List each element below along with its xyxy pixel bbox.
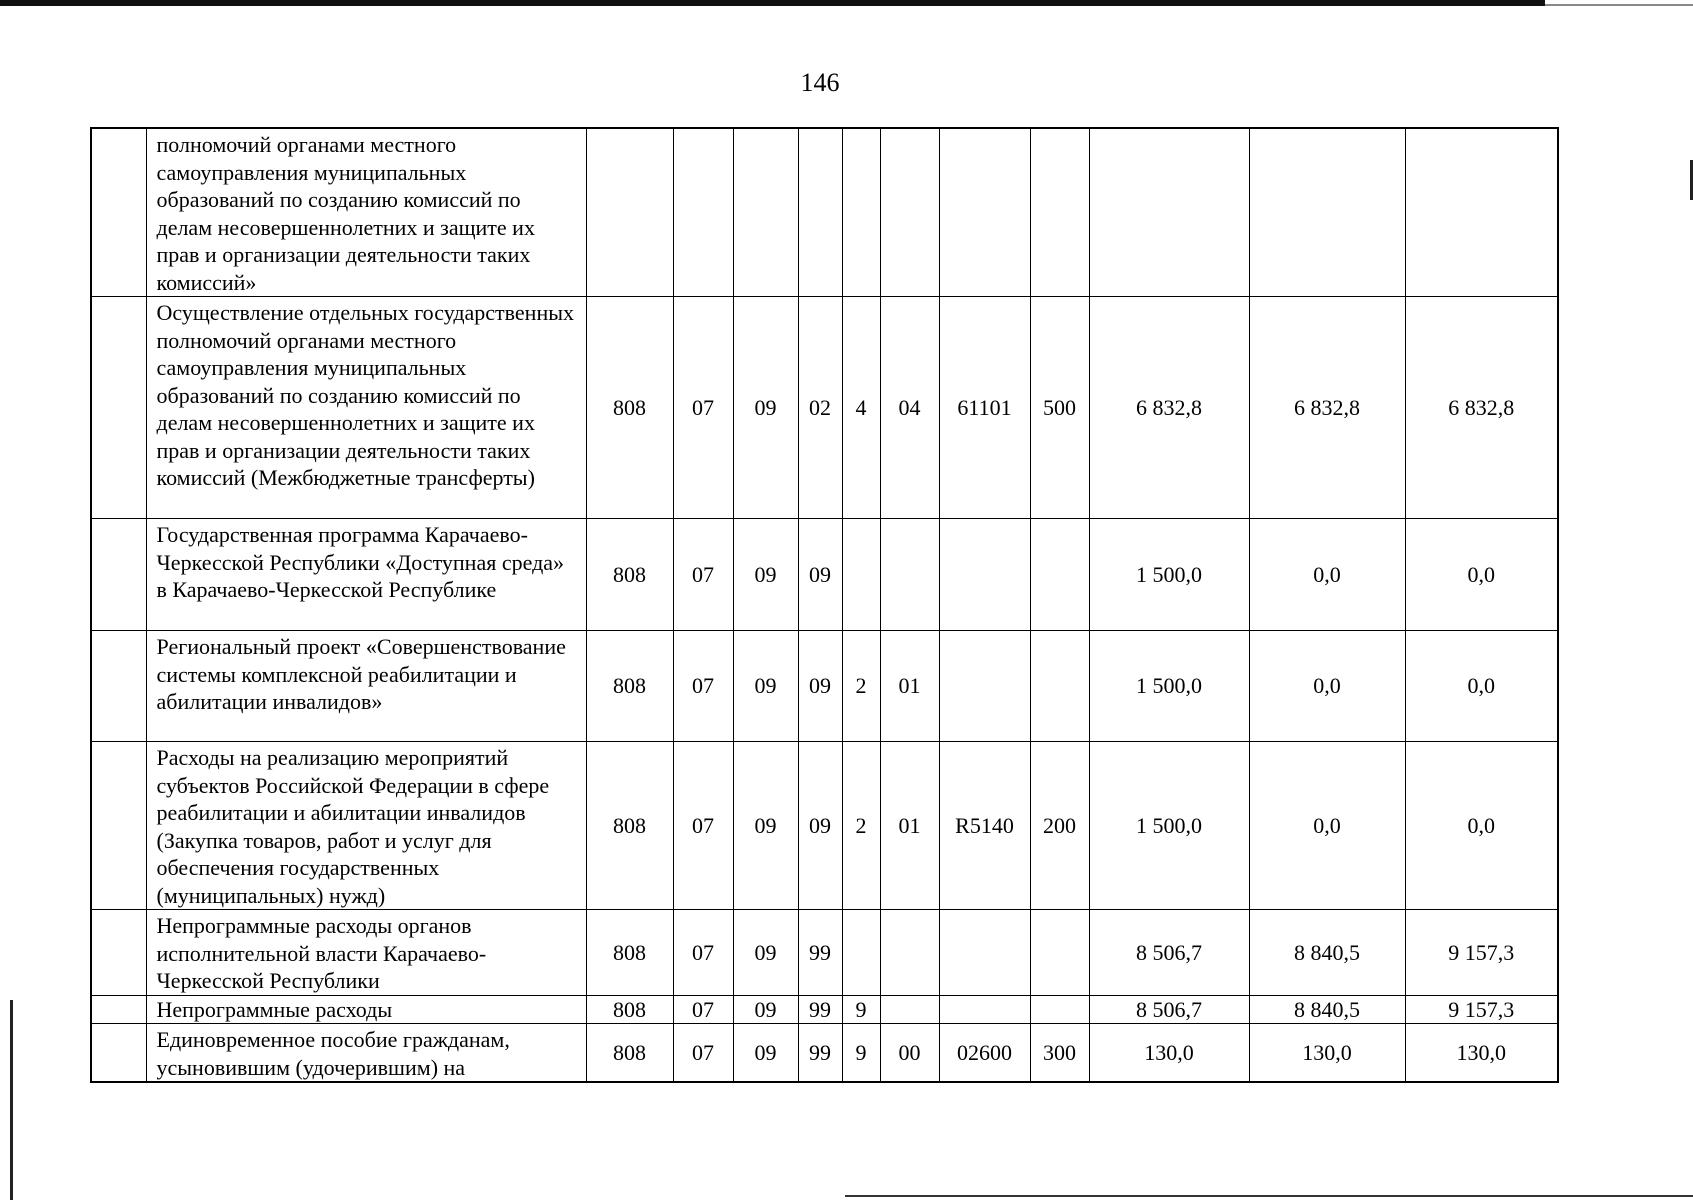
amount-year-3: 0,0 [1405, 519, 1558, 631]
amount-year-1: 1 500,0 [1089, 519, 1249, 631]
expense-type-code [1030, 128, 1089, 297]
table-row [91, 128, 1558, 297]
row-number-cell [91, 631, 146, 742]
row-number-cell [91, 910, 146, 996]
amount-year-2: 0,0 [1249, 631, 1405, 742]
subsection-code: 09 [733, 297, 798, 519]
target-direction-code [939, 910, 1030, 996]
amount-year-2 [1249, 128, 1405, 297]
table-row [91, 995, 1558, 1024]
expense-name: Единовременное пособие гражданам, усыновившим (удочерившим) на [146, 1024, 586, 1083]
target-subprogram-code [842, 128, 880, 297]
row-number-cell [91, 519, 146, 631]
row-number-cell [91, 297, 146, 519]
amount-year-1: 1 500,0 [1089, 631, 1249, 742]
amount-year-3: 9 157,3 [1405, 910, 1558, 996]
target-program-code: 09 [798, 519, 842, 631]
table-row [91, 297, 1558, 519]
amount-year-1 [1089, 128, 1249, 297]
target-event-code [880, 910, 939, 996]
scan-edge-bottom [845, 1195, 1693, 1197]
expense-name: Региональный проект «Совершенствование системы комплексной реабилитации и абилитации инвалидов» [146, 631, 586, 742]
expense-name: Государственная программа Карачаево-Черкесской Республики «Доступная среда» в Карачаево-Черкесской Республике [146, 519, 586, 631]
target-direction-code [939, 128, 1030, 297]
section-code: 07 [673, 1024, 733, 1083]
target-subprogram-code: 4 [842, 297, 880, 519]
glav-code: 808 [586, 910, 673, 996]
section-code [673, 128, 733, 297]
row-number-cell [91, 1024, 146, 1083]
expense-name: Непрограммные расходы органов исполнительной власти Карачаево-Черкесской Республики [146, 910, 586, 996]
target-direction-code: 61101 [939, 297, 1030, 519]
glav-code: 808 [586, 742, 673, 910]
amount-year-3: 0,0 [1405, 631, 1558, 742]
amount-year-3 [1405, 128, 1558, 297]
amount-year-2: 0,0 [1249, 742, 1405, 910]
target-subprogram-code: 2 [842, 742, 880, 910]
section-code: 07 [673, 519, 733, 631]
amount-year-2: 130,0 [1249, 1024, 1405, 1083]
expense-type-code [1030, 519, 1089, 631]
amount-year-3: 130,0 [1405, 1024, 1558, 1083]
amount-year-2: 8 840,5 [1249, 910, 1405, 996]
table-row [91, 742, 1558, 910]
target-direction-code [939, 995, 1030, 1024]
table-row [91, 631, 1558, 742]
target-event-code: 01 [880, 631, 939, 742]
expense-type-code: 500 [1030, 297, 1089, 519]
target-direction-code: 02600 [939, 1024, 1030, 1083]
glav-code: 808 [586, 995, 673, 1024]
target-event-code: 00 [880, 1024, 939, 1083]
expense-name: полномочий органами местного самоуправления муниципальных образований по созданию комиссий по делам несовершеннолетних и защите их прав и организации деятельности таких комиссий» [146, 128, 586, 297]
target-event-code [880, 128, 939, 297]
target-subprogram-code: 9 [842, 995, 880, 1024]
amount-year-1: 6 832,8 [1089, 297, 1249, 519]
glav-code [586, 128, 673, 297]
target-subprogram-code: 2 [842, 631, 880, 742]
section-code: 07 [673, 297, 733, 519]
target-program-code: 02 [798, 297, 842, 519]
amount-year-1: 1 500,0 [1089, 742, 1249, 910]
table-row [91, 1024, 1558, 1083]
glav-code: 808 [586, 631, 673, 742]
subsection-code: 09 [733, 519, 798, 631]
glav-code: 808 [586, 519, 673, 631]
target-event-code: 04 [880, 297, 939, 519]
expense-name: Расходы на реализацию мероприятий субъектов Российской Федерации в сфере реабилитации и абилитации инвалидов (Закупка товаров, работ и услуг для обеспечения государственных (муниципальных) нужд) [146, 742, 586, 910]
target-event-code [880, 995, 939, 1024]
row-number-cell [91, 128, 146, 297]
target-program-code: 09 [798, 742, 842, 910]
section-code: 07 [673, 742, 733, 910]
subsection-code: 09 [733, 742, 798, 910]
expense-type-code [1030, 910, 1089, 996]
section-code: 07 [673, 910, 733, 996]
target-direction-code [939, 519, 1030, 631]
scan-edge-top-thin [1545, 4, 1693, 6]
target-direction-code [939, 631, 1030, 742]
target-subprogram-code [842, 519, 880, 631]
target-event-code [880, 519, 939, 631]
amount-year-2: 8 840,5 [1249, 995, 1405, 1024]
subsection-code: 09 [733, 631, 798, 742]
amount-year-3: 9 157,3 [1405, 995, 1558, 1024]
expense-type-code: 200 [1030, 742, 1089, 910]
subsection-code: 09 [733, 910, 798, 996]
amount-year-1: 130,0 [1089, 1024, 1249, 1083]
amount-year-3: 0,0 [1405, 742, 1558, 910]
target-direction-code: R5140 [939, 742, 1030, 910]
target-program-code: 99 [798, 910, 842, 996]
amount-year-1: 8 506,7 [1089, 995, 1249, 1024]
amount-year-3: 6 832,8 [1405, 297, 1558, 519]
budget-table [90, 127, 1559, 1083]
page-number: 146 [800, 68, 840, 97]
target-subprogram-code [842, 910, 880, 996]
scan-edge-left [10, 1000, 13, 1200]
scan-edge-top [0, 0, 1545, 6]
target-event-code: 01 [880, 742, 939, 910]
table-row [91, 519, 1558, 631]
target-program-code: 99 [798, 995, 842, 1024]
subsection-code [733, 128, 798, 297]
glav-code: 808 [586, 297, 673, 519]
subsection-code: 09 [733, 995, 798, 1024]
expense-type-code [1030, 995, 1089, 1024]
expense-name: Непрограммные расходы [146, 995, 586, 1024]
expense-type-code: 300 [1030, 1024, 1089, 1083]
row-number-cell [91, 995, 146, 1024]
amount-year-1: 8 506,7 [1089, 910, 1249, 996]
amount-year-2: 6 832,8 [1249, 297, 1405, 519]
target-subprogram-code: 9 [842, 1024, 880, 1083]
expense-name: Осуществление отдельных государственных полномочий органами местного самоуправления муниципальных образований по созданию комиссий по делам несовершеннолетних и защите их прав и организации деятельности таких комиссий (Межбюджетные трансферты) [146, 297, 586, 519]
row-number-cell [91, 742, 146, 910]
target-program-code [798, 128, 842, 297]
amount-year-2: 0,0 [1249, 519, 1405, 631]
table-row [91, 910, 1558, 996]
target-program-code: 09 [798, 631, 842, 742]
subsection-code: 09 [733, 1024, 798, 1083]
section-code: 07 [673, 995, 733, 1024]
target-program-code: 99 [798, 1024, 842, 1083]
glav-code: 808 [586, 1024, 673, 1083]
expense-type-code [1030, 631, 1089, 742]
section-code: 07 [673, 631, 733, 742]
